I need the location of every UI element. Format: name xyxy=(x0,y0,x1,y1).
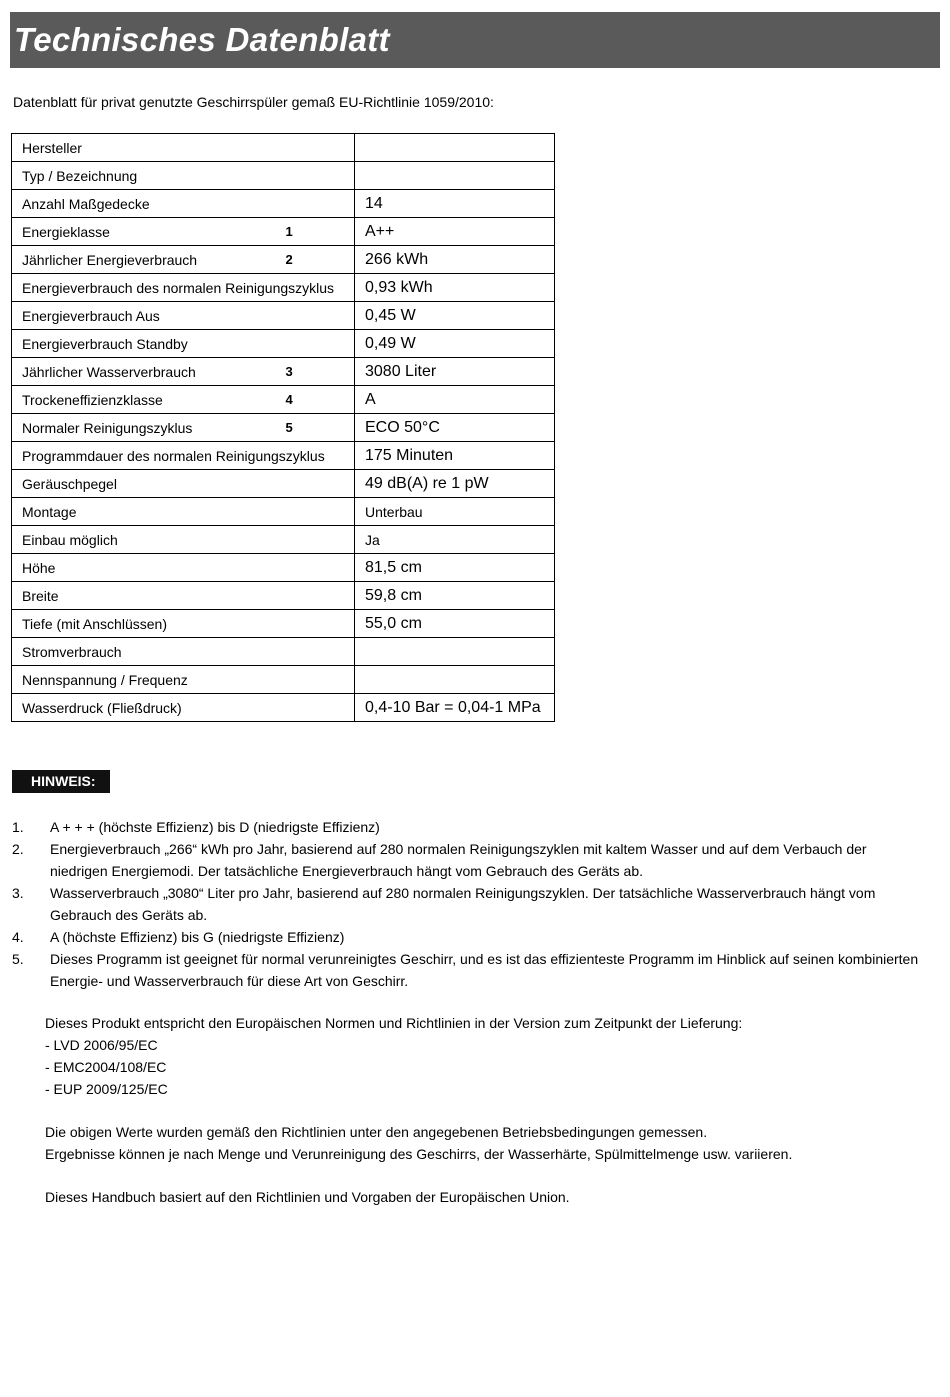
row-label: Energieverbrauch des normalen Reinigungszyklus xyxy=(12,274,355,302)
table-row xyxy=(12,274,555,302)
row-value: 0,4-10 Bar = 0,04-1 MPa xyxy=(355,694,555,722)
intro-text: Datenblatt für privat genutzte Geschirrspüler gemaß EU-Richtlinie 1059/2010: xyxy=(13,94,494,110)
note-number: 1. xyxy=(12,819,24,835)
row-value: Unterbau xyxy=(355,498,555,526)
footer-text: Dieses Handbuch basiert auf den Richtlinien und Vorgaben der Europäischen Union. xyxy=(45,1189,570,1205)
note-text: Dieses Programm ist geeignet für normal verunreinigtes Geschirr, und es ist das effizienteste Programm im Hinblick auf seinen kombinierten Energie- und Wasserverbrauch für diese Art von Geschirr. xyxy=(50,951,919,989)
row-value: 14 xyxy=(355,190,555,218)
note-item xyxy=(0,926,920,948)
row-value: 55,0 cm xyxy=(355,610,555,638)
row-note-ref: 4 xyxy=(282,386,355,414)
table-row xyxy=(12,638,555,666)
row-value xyxy=(355,134,555,162)
table-row xyxy=(12,414,555,442)
table-row xyxy=(12,582,555,610)
measurement-block xyxy=(45,1121,925,1165)
row-note-ref: 3 xyxy=(282,358,355,386)
table-row xyxy=(12,218,555,246)
table-row xyxy=(12,554,555,582)
table-row xyxy=(12,190,555,218)
row-note-ref: 1 xyxy=(282,218,355,246)
note-number: 2. xyxy=(12,841,24,857)
row-label: Tiefe (mit Anschlüssen) xyxy=(12,610,355,638)
note-text: Wasserverbrauch „3080“ Liter pro Jahr, basierend auf 280 normalen Reinigungszyklen. Der tatsächliche Wasserverbrauch hängt vom Gebrauch des Geräts ab. xyxy=(50,885,876,923)
row-label: Geräuschpegel xyxy=(12,470,355,498)
note-number: 3. xyxy=(12,885,24,901)
table-row xyxy=(12,386,555,414)
table-row xyxy=(12,358,555,386)
note-text: A (höchste Effizienz) bis G (niedrigste Effizienz) xyxy=(50,929,345,945)
row-value: ECO 50°C xyxy=(355,414,555,442)
table-row xyxy=(12,442,555,470)
row-label: Normaler Reinigungszyklus xyxy=(12,414,282,442)
row-value: 3080 Liter xyxy=(355,358,555,386)
row-value xyxy=(355,666,555,694)
row-note-ref: 2 xyxy=(282,246,355,274)
row-label: Energieklasse xyxy=(12,218,282,246)
row-label: Jährlicher Wasserverbrauch xyxy=(12,358,282,386)
table-row xyxy=(12,498,555,526)
row-label: Einbau möglich xyxy=(12,526,355,554)
measurement-line: Die obigen Werte wurden gemäß den Richtlinien unter den angegebenen Betriebsbedingungen gemessen. xyxy=(45,1124,708,1140)
notes-list xyxy=(0,816,920,992)
note-text: A + + + (höchste Effizienz) bis D (niedrigste Effizienz) xyxy=(50,819,380,835)
row-label: Wasserdruck (Fließdruck) xyxy=(12,694,355,722)
table-row xyxy=(12,246,555,274)
row-value: 0,49 W xyxy=(355,330,555,358)
table-row xyxy=(12,694,555,722)
row-label: Typ / Bezeichnung xyxy=(12,162,355,190)
spec-table xyxy=(11,133,555,722)
row-value: 81,5 cm xyxy=(355,554,555,582)
row-value: 266 kWh xyxy=(355,246,555,274)
row-label: Montage xyxy=(12,498,355,526)
row-label: Hersteller xyxy=(12,134,355,162)
note-item xyxy=(0,838,920,882)
table-row xyxy=(12,470,555,498)
note-number: 4. xyxy=(12,929,24,945)
row-label: Stromverbrauch xyxy=(12,638,355,666)
table-row xyxy=(12,162,555,190)
row-value: Ja xyxy=(355,526,555,554)
compliance-intro: Dieses Produkt entspricht den Europäischen Normen und Richtlinien in der Version zum Zeitpunkt der Lieferung: xyxy=(45,1015,743,1031)
compliance-item: - EMC2004/108/EC xyxy=(45,1059,167,1075)
compliance-item: - LVD 2006/95/EC xyxy=(45,1037,158,1053)
row-value xyxy=(355,162,555,190)
row-value xyxy=(355,638,555,666)
row-label: Energieverbrauch Standby xyxy=(12,330,355,358)
compliance-block xyxy=(45,1012,925,1100)
note-item xyxy=(0,816,920,838)
row-value: A xyxy=(355,386,555,414)
measurement-line: Ergebnisse können je nach Menge und Verunreinigung des Geschirrs, der Wasserhärte, Spülmittelmenge usw. variieren. xyxy=(45,1146,793,1162)
page-title: Technisches Datenblatt xyxy=(14,21,390,58)
note-text: Energieverbrauch „266“ kWh pro Jahr, basierend auf 280 normalen Reinigungszyklen mit kaltem Wasser und auf dem Verbauch der niedrigen Energiemodi. Der tatsächliche Energieverbrauch hängt vom Gebrauch des Geräts ab. xyxy=(50,841,867,879)
note-item xyxy=(0,948,920,992)
table-row xyxy=(12,134,555,162)
row-label: Nennspannung / Frequenz xyxy=(12,666,355,694)
row-value: A++ xyxy=(355,218,555,246)
note-number: 5. xyxy=(12,951,24,967)
table-row xyxy=(12,666,555,694)
compliance-item: - EUP 2009/125/EC xyxy=(45,1081,168,1097)
table-row xyxy=(12,526,555,554)
row-label: Höhe xyxy=(12,554,355,582)
row-label: Anzahl Maßgedecke xyxy=(12,190,355,218)
row-label: Breite xyxy=(12,582,355,610)
table-row xyxy=(12,610,555,638)
row-label: Jährlicher Energieverbrauch xyxy=(12,246,282,274)
row-label: Energieverbrauch Aus xyxy=(12,302,355,330)
row-label: Programmdauer des normalen Reinigungszyklus xyxy=(12,442,355,470)
hinweis-badge: HINWEIS: xyxy=(12,770,110,793)
row-value: 175 Minuten xyxy=(355,442,555,470)
row-value: 0,93 kWh xyxy=(355,274,555,302)
title-bar xyxy=(10,12,940,68)
note-item xyxy=(0,882,920,926)
table-row xyxy=(12,330,555,358)
row-value: 0,45 W xyxy=(355,302,555,330)
table-row xyxy=(12,302,555,330)
row-note-ref: 5 xyxy=(282,414,355,442)
row-label: Trockeneffizienzklasse xyxy=(12,386,282,414)
row-value: 49 dB(A) re 1 pW xyxy=(355,470,555,498)
row-value: 59,8 cm xyxy=(355,582,555,610)
